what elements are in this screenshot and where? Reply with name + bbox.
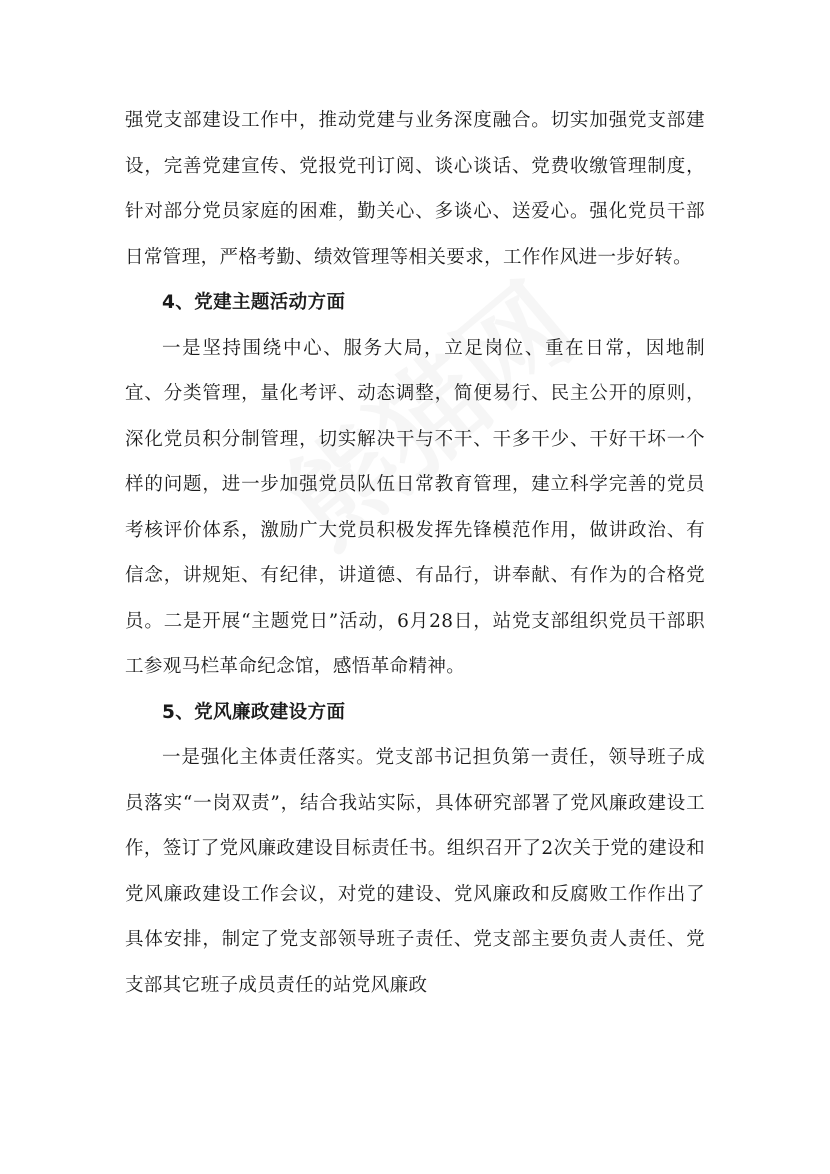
- section-heading-5: 5、党风廉政建设方面: [162, 701, 346, 723]
- paragraph-theme-activities: 一是坚持围绕中心、服务大局，立足岗位、重在日常，因地制宜、分类管理，量化考评、动态调整，简便易行、民主公开的原则，深化党员积分制管理，切实解决干与不干、干多干少、干好干坏一个样的问题，进一步加强党员队伍日常教育管理，建立科学完善的党员考核评价体系，激励广大党员积极发挥先锋模范作用，做讲政治、有信念，讲规矩、有纪律，讲道德、有品行，讲奉献、有作为的合格党员。二是开展“主题党日”活动，6月28日，站党支部组织党员干部职工参观马栏革命纪念馆，感悟革命精神。: [125, 337, 705, 677]
- section-heading-4: 4、党建主题活动方面: [162, 292, 346, 313]
- paragraph-clean-governance: 一是强化主体责任落实。党支部书记担负第一责任，领导班子成员落实“一岗双责”，结合我站实际，具体研究部署了党风廉政建设工作，签订了党风廉政建设目标责任书。组织召开了2次关于党的建设和党风廉政建设工作会议，对党的建设、党风廉政和反腐败工作作出了具体安排，制定了党支部领导班子责任、党支部主要负责人责任、党支部其它班子成员责任的站党风廉政: [125, 747, 705, 996]
- document-body: [125, 98, 705, 1008]
- paragraph-party-branch-building: 强党支部建设工作中，推动党建与业务深度融合。切实加强党支部建设，完善党建宣传、党报党刊订阅、谈心谈话、党费收缴管理制度，针对部分党员家庭的困难，勤关心、多谈心、送爱心。强化党员干部日常管理，严格考勤、绩效管理等相关要求，工作作风进一步好转。: [125, 110, 705, 268]
